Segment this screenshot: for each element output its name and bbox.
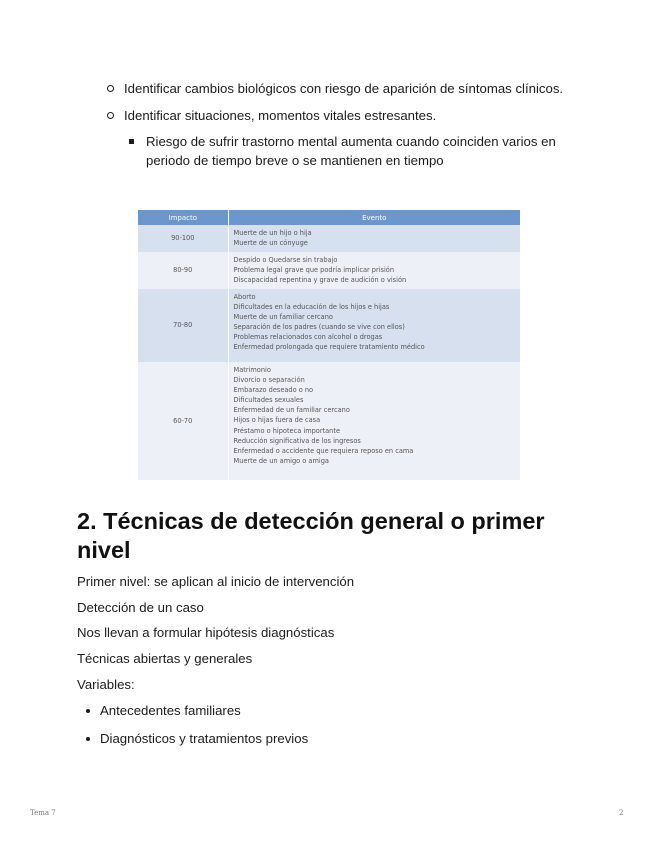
event-line: Dificultades en la educación de los hijos e hijas [233, 303, 390, 312]
list-item [86, 730, 546, 748]
list-item-text: Diagnósticos y tratamientos previos [100, 731, 309, 746]
section-heading: 2. Técnicas de detección general o primer nivel [77, 508, 545, 563]
event-line: Reducción significativa de los ingresos [233, 436, 361, 445]
list-item [106, 79, 586, 98]
life-events-table-image [138, 210, 520, 483]
event-line: Muerte de un familiar cercano [233, 313, 333, 322]
table-header-row [138, 210, 520, 225]
event-line: Hijos o hijas fuera de casa [233, 416, 321, 425]
paragraph: Nos llevan a formular hipótesis diagnósticas [77, 625, 335, 640]
column-header-event: Evento [228, 210, 520, 225]
footer-topic: Tema 7 [30, 809, 56, 817]
table-row [138, 289, 520, 362]
event-line: Divorcio o separación [233, 376, 305, 385]
event-line: Separación de los padres (cuando se vive con ellos) [233, 323, 405, 332]
table-row [138, 225, 520, 252]
event-line: Embarazo deseado o no [233, 386, 314, 395]
table-row [138, 362, 520, 480]
footer-page-number: 2 [619, 809, 624, 817]
list-item-text: Antecedentes familiares [100, 703, 241, 718]
event-line: Enfermedad de un familiar cercano [233, 406, 350, 415]
impact-cell: 70-80 [138, 289, 228, 362]
bullet-list-level2 [106, 79, 586, 178]
bullet-list-level1 [86, 702, 546, 758]
event-line: Muerte de un cónyuge [233, 239, 308, 248]
table-body [138, 225, 520, 480]
event-line: Problemas relacionados con alcohol o drogas [233, 333, 383, 342]
event-line: Discapacidad repentina y grave de audición o visión [233, 276, 407, 285]
event-line: Préstamo o hipoteca importante [233, 426, 340, 435]
event-line: Enfermedad prolongada que requiere tratamiento médico [233, 343, 425, 352]
list-item-text: Identificar situaciones, momentos vitales estresantes. [124, 108, 437, 123]
column-header-impact: Impacto [138, 210, 228, 225]
event-line: Problema legal grave que podría implicar prisión [233, 266, 395, 275]
event-line: Muerte de un amigo o amiga [233, 456, 329, 465]
event-cell [228, 289, 520, 362]
event-cell [228, 225, 520, 252]
list-item [106, 106, 586, 170]
impact-cell: 90-100 [138, 225, 228, 252]
impact-cell: 60-70 [138, 362, 228, 480]
paragraph: Primer nivel: se aplican al inicio de intervención [77, 574, 355, 589]
event-line: Despido o Quedarse sin trabajo [233, 256, 338, 264]
event-line: Matrimonio [233, 366, 271, 374]
impact-cell: 80-90 [138, 252, 228, 289]
event-line: Aborto [233, 293, 256, 301]
event-line: Enfermedad o accidente que requiera reposo en cama [233, 446, 414, 455]
table-row [138, 252, 520, 289]
event-cell [228, 362, 520, 480]
list-item [86, 702, 546, 720]
event-line: Muerte de un hijo o hija [233, 229, 312, 237]
bullet-list-level3 [128, 132, 586, 170]
list-item [128, 132, 586, 170]
list-item-text: Riesgo de sufrir trastorno mental aumenta cuando coinciden varios en periodo de tiempo breve o se mantienen en tiempo [146, 134, 556, 168]
list-item-text: Identificar cambios biológicos con riesgo de aparición de síntomas clínicos. [124, 81, 564, 96]
paragraph: Variables: [77, 677, 135, 692]
life-events-table [138, 210, 520, 480]
paragraph: Detección de un caso [77, 600, 204, 615]
event-cell [228, 252, 520, 289]
paragraph: Técnicas abiertas y generales [77, 651, 253, 666]
event-line: Dificultades sexuales [233, 396, 304, 405]
